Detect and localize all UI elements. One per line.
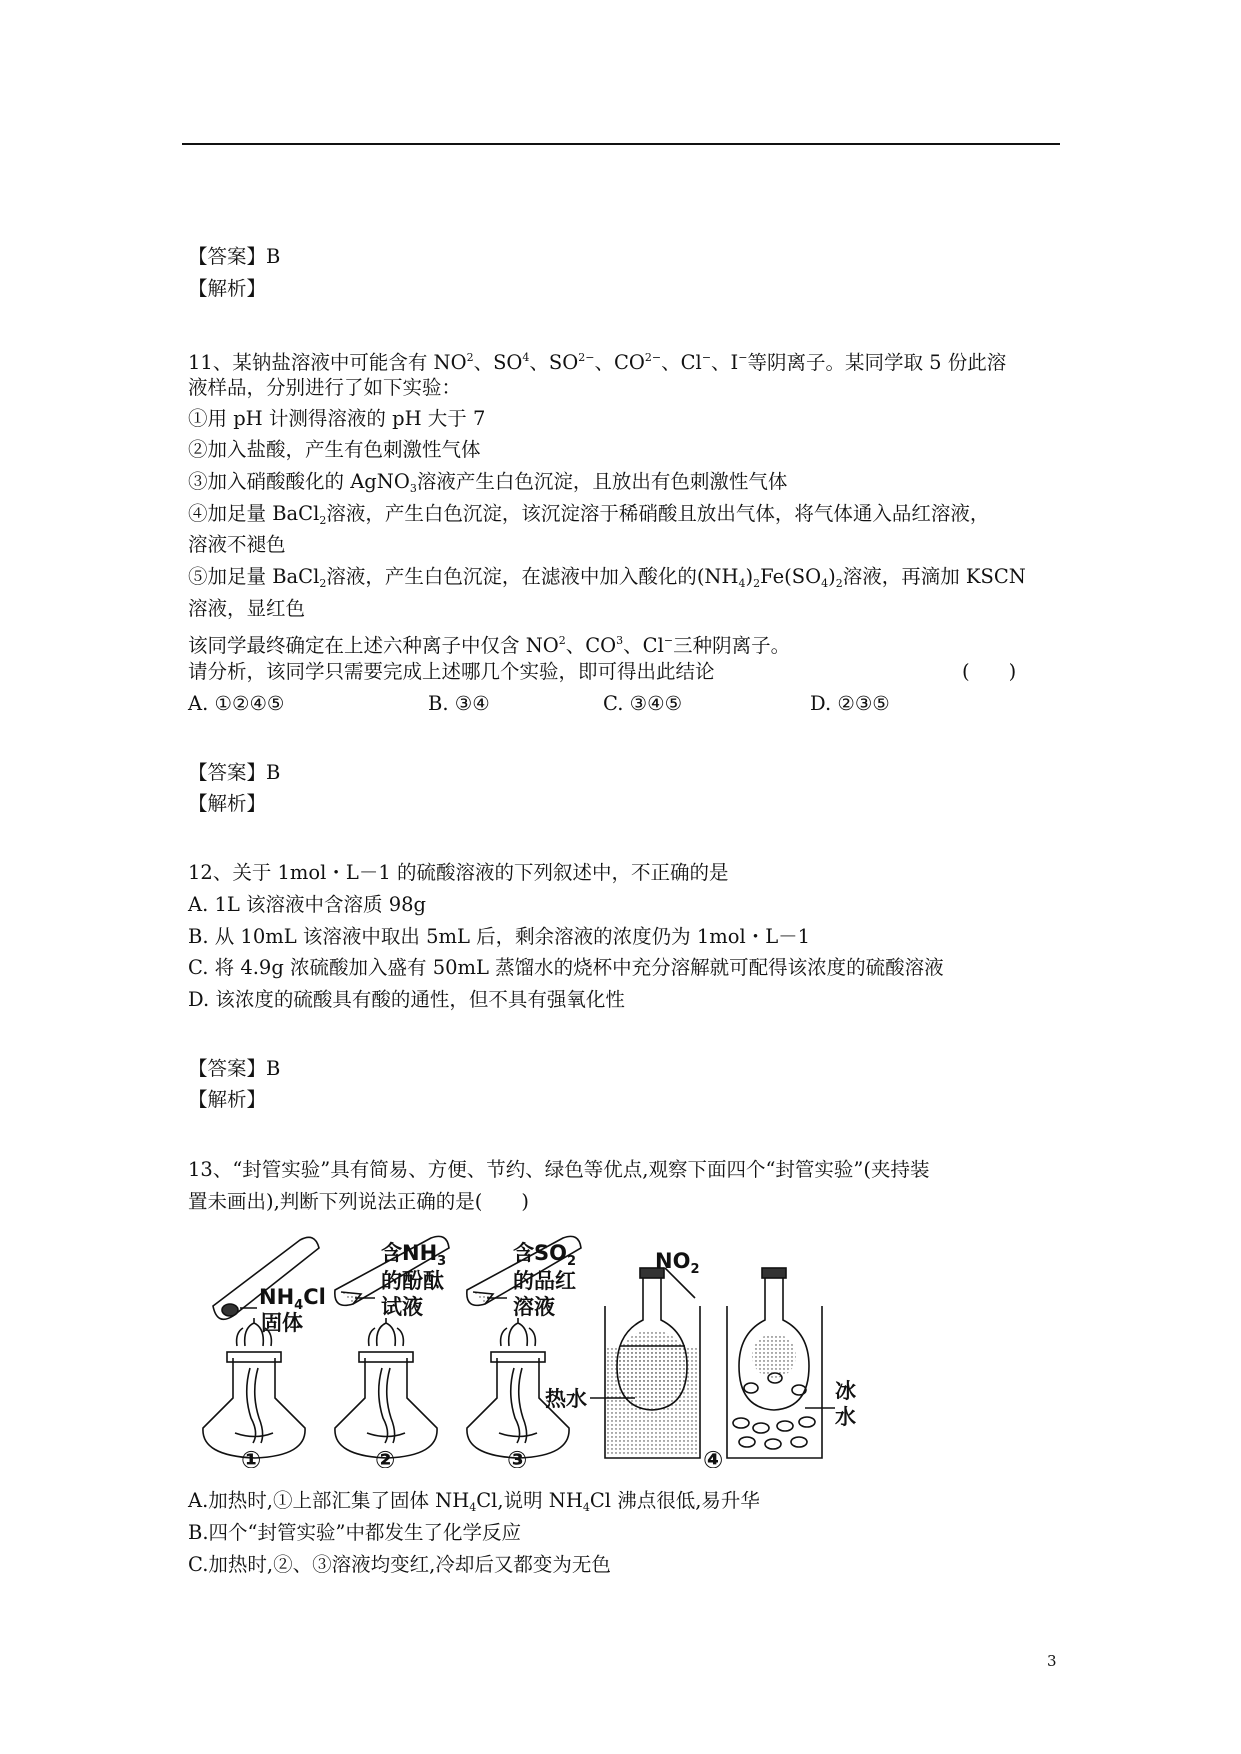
q11-stem-line2: 液样品，分别进行了如下实验： bbox=[188, 376, 462, 399]
sealed-tube-experiment-figure bbox=[195, 1228, 905, 1468]
q12-analysis: 【解析】 bbox=[188, 1088, 267, 1111]
fig-label-solid: 固体 bbox=[261, 1311, 303, 1335]
fig-label-hot-water: 热水 bbox=[545, 1387, 587, 1411]
q12-answer: 【答案】B bbox=[188, 1057, 281, 1080]
q12-option-c: C. 将 4.9g 浓硫酸加入盛有 50mL 蒸馏水的烧杯中充分溶解就可配得该浓度的硫酸溶液 bbox=[188, 956, 944, 979]
q11-exp5-cont: 溶液，显红色 bbox=[188, 597, 306, 620]
q11-answer-paren: ( ) bbox=[962, 660, 1017, 683]
fig-label-no2: $NO_2$ bbox=[655, 1249, 700, 1277]
fig-label-phenolphthalein: 的酚酞 bbox=[381, 1269, 444, 1293]
ice-water-beaker bbox=[727, 1268, 822, 1458]
q11-option-d: D. ②③⑤ bbox=[810, 692, 890, 715]
q11-exp2: ②加入盐酸，产生有色刺激性气体 bbox=[188, 438, 481, 461]
q11-options bbox=[188, 691, 890, 717]
q11-option-a: A. ①②④⑤ bbox=[188, 692, 285, 715]
q11-exp4-cont: 溶液不褪色 bbox=[188, 533, 286, 556]
q10-analysis: 【解析】 bbox=[188, 277, 267, 300]
q11-exp4: ④加足量 BaCl$_2$溶液，产生白色沉淀，该沉淀溶于稀硝酸且放出气体，将气体通入品红溶液， bbox=[188, 502, 990, 527]
q11-option-c: C. ③④⑤ bbox=[603, 692, 683, 715]
fig-number-4: ④ bbox=[703, 1446, 724, 1468]
fig-number-1: ① bbox=[241, 1446, 262, 1468]
q11-stem-line1: 11、某钠盐溶液中可能含有 $NO^2$、$SO^4$、$SO^{2-}$、$CO^{2-}$、Cl−、I−等阴离子。某同学取 5 份此溶 bbox=[188, 351, 1007, 374]
fig-label-ice: 冰 bbox=[835, 1379, 856, 1403]
q12-option-d: D. 该浓度的硫酸具有酸的通性，但不具有强氧化性 bbox=[188, 988, 625, 1011]
fig-label-so2: 含$SO_2$ bbox=[513, 1241, 577, 1269]
q12-stem: 12、关于 1mol・L－1 的硫酸溶液的下列叙述中，不正确的是 bbox=[188, 861, 729, 884]
page-number: 3 bbox=[1047, 1652, 1057, 1670]
fig-label-nh4cl: $NH_4Cl$ bbox=[259, 1285, 326, 1313]
q13-stem-line1: 13、“封管实验”具有简易、方便、节约、绿色等优点,观察下面四个“封管实验”(夹持装 bbox=[188, 1158, 930, 1181]
q11-analysis: 【解析】 bbox=[188, 792, 267, 815]
q12-option-b: B. 从 10mL 该溶液中取出 5mL 后，剩余溶液的浓度仍为 1mol・L－1 bbox=[188, 925, 811, 948]
fig-label-solution: 溶液 bbox=[513, 1295, 555, 1319]
q11-exp5: ⑤加足量 BaCl$_2$溶液，产生白色沉淀，在滤液中加入酸化的$(NH_4)_2Fe(SO_4)_2$溶液，再滴加 KSCN bbox=[188, 565, 1026, 590]
q13-option-a: A.加热时,①上部汇集了固体 $NH_4Cl$,说明 $NH_4Cl$ 沸点很低,易升华 bbox=[188, 1489, 760, 1514]
q11-option-b: B. ③④ bbox=[428, 692, 490, 715]
q10-answer: 【答案】B bbox=[188, 245, 281, 268]
alcohol-lamp-1 bbox=[203, 1237, 319, 1458]
fig-label-nh3: 含$NH_3$ bbox=[381, 1241, 447, 1269]
q11-answer: 【答案】B bbox=[188, 761, 281, 784]
fig-label-magenta: 的品红 bbox=[513, 1269, 576, 1293]
fig-number-2: ② bbox=[375, 1446, 396, 1468]
q11-exp3: ③加入硝酸酸化的 AgNO$_3$溶液产生白色沉淀，且放出有色刺激性气体 bbox=[188, 470, 788, 495]
hot-water-beaker bbox=[605, 1268, 700, 1458]
q13-stem-line2: 置未画出),判断下列说法正确的是( ) bbox=[188, 1190, 530, 1213]
fig-label-reagent: 试液 bbox=[381, 1295, 423, 1319]
header-rule bbox=[182, 143, 1060, 145]
q13-option-b: B.四个“封管实验”中都发生了化学反应 bbox=[188, 1521, 521, 1544]
q11-exp1: ①用 pH 计测得溶液的 pH 大于 7 bbox=[188, 407, 486, 430]
q13-option-c: C.加热时,②、③溶液均变红,冷却后又都变为无色 bbox=[188, 1553, 611, 1576]
fig-number-3: ③ bbox=[507, 1446, 528, 1468]
q12-option-a: A. 1L 该溶液中含溶质 98g bbox=[188, 893, 427, 916]
fig-label-water: 水 bbox=[835, 1405, 856, 1429]
q11-ask: 请分析，该同学只需要完成上述哪几个实验，即可得出此结论 bbox=[188, 660, 715, 683]
q11-conclusion: 该同学最终确定在上述六种离子中仅含 $NO^2$、$CO^3$、Cl−三种阴离子。 bbox=[188, 634, 791, 657]
nh4cl-solid bbox=[222, 1304, 238, 1316]
